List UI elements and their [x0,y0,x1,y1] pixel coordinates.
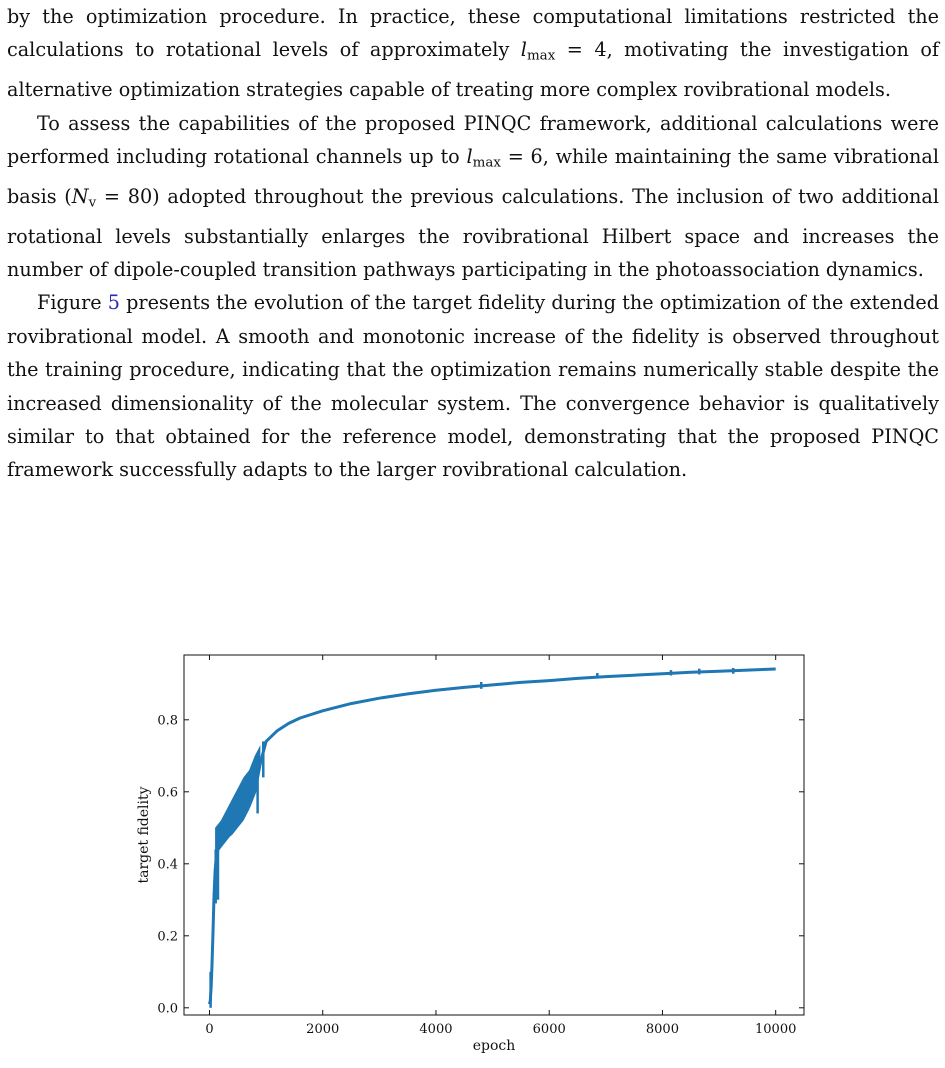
x-axis-label: epoch [472,1038,516,1054]
plot-frame [184,655,804,1015]
y-tick-label: 0.0 [157,1001,178,1017]
x-tick-label: 10000 [755,1022,797,1037]
fidelity-figure [120,640,820,1065]
body-text [7,0,939,487]
math-subscript: max [472,155,501,171]
math-n-v [71,184,97,211]
math-subscript: v [88,195,97,211]
math-subscript: max [526,48,556,64]
text-run: by the optimization procedure. In practice, these computational limitations restricted the calculations to rotational levels of approximately [7,5,939,62]
paragraph-extended-calculations [7,107,939,287]
fidelity-series-line [210,669,776,1004]
y-tick-label: 0.4 [157,857,178,873]
figure-reference-link[interactable]: 5 [107,291,120,315]
math-var: l [466,144,473,168]
fidelity-chart [120,640,820,1065]
math-var: l [520,38,527,62]
x-tick-label: 0 [205,1022,214,1037]
fidelity-oscillation-band [215,745,260,857]
x-tick-label: 4000 [419,1022,453,1037]
text-run: = 6, while maintaining the same vibrational basis ( [7,144,939,208]
text-run: = 4, motivating the investigation of alternative optimization strategies capable of treating more complex rovibrational models. [7,38,939,102]
x-tick-label: 6000 [532,1022,566,1037]
text-run: = 80) adopted throughout the previous calculations. The inclusion of two additional rotational levels substantially enlarges the rovibrational Hilbert space and increases the number of dipole-coupled transition pathways participating in the photoassociation dynamics. [7,184,939,281]
text-run: Figure [37,291,108,315]
y-tick-label: 0.6 [157,785,178,801]
x-tick-label: 2000 [306,1022,340,1037]
y-tick-label: 0.8 [157,713,178,729]
math-l-max [466,144,501,171]
math-l-max [520,38,556,64]
paragraph-figure-discussion [7,286,939,486]
y-tick-label: 0.2 [157,929,178,945]
math-var: N [71,184,89,208]
paragraph-continued [7,0,939,107]
y-axis-label: target fidelity [136,786,152,884]
text-run: To assess the capabilities of the proposed PINQC framework, additional calculations were performed including rotational channels up to [7,111,939,168]
x-tick-label: 8000 [645,1022,679,1037]
text-run: presents the evolution of the target fidelity during the optimization of the extended rovibrational model. A smooth and monotonic increase of the fidelity is observed throughout the training procedure, indicating that the optimization remains numerically stable despite the increased dimensionality of the molecular system. The convergence behavior is qualitatively similar to that obtained for the reference model, demonstrating that the proposed PINQC framework successfully adapts to the larger rovibrational calculation. [7,291,940,482]
